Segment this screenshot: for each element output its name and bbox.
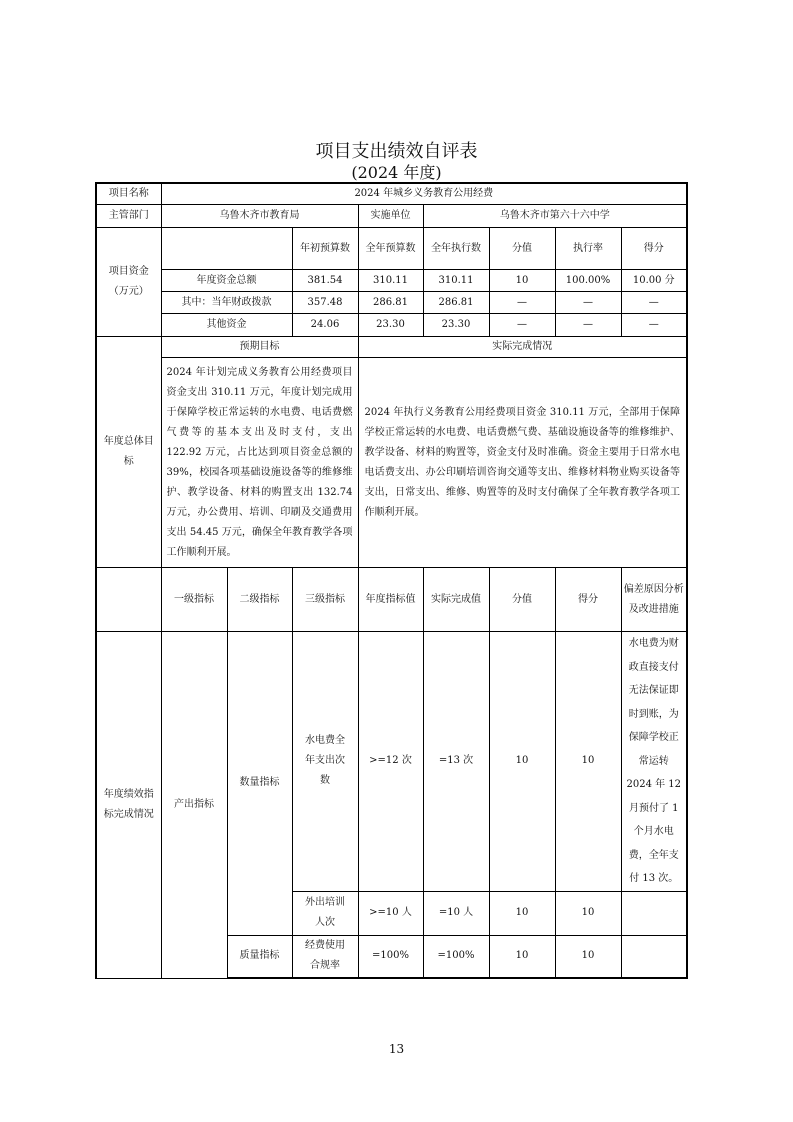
indicator-level1: 产出指标 bbox=[161, 632, 227, 979]
indicator-target: >=12 次 bbox=[358, 632, 423, 892]
indicator-note bbox=[621, 891, 687, 935]
funds-cell: 23.30 bbox=[358, 314, 423, 337]
project-name-label: 项目名称 bbox=[96, 183, 161, 205]
funds-cell: 23.30 bbox=[423, 314, 489, 337]
indicator-note bbox=[621, 935, 687, 978]
indicator-header: 实际完成值 bbox=[423, 568, 489, 632]
indicator-actual: =100% bbox=[423, 935, 489, 978]
funds-header: 全年执行数 bbox=[423, 228, 489, 270]
funds-section-label: 项目资金（万元） bbox=[96, 228, 161, 337]
goals-expected-text: 2024 年计划完成义务教育公用经费项目资金支出 310.11 万元，年度计划完成用于保障学校正常运转的水电费、电话费燃气费等的基本支出及时支付，支出 122.92 万元，占比达到项目资金总额的 39%，校园各项基础设施设备等的维修维护、教学设备、材料的购置支出 132.74 万元，办公费用、培训、印刷及交通费用支出 54.45 万元，确保全年教育教学各项工作顺利开展。 bbox=[161, 358, 358, 568]
indicator-header-blank bbox=[96, 568, 161, 632]
indicator-level2: 质量指标 bbox=[227, 935, 292, 978]
indicator-header: 得分 bbox=[555, 568, 621, 632]
funds-header-blank bbox=[161, 228, 292, 270]
goals-actual-text: 2024 年执行义务教育公用经费项目资金 310.11 万元，全部用于保障学校正常运转的水电费、电话费燃气费、基础设施设备等的维修维护、教学设备、材料的购置等，资金支付及时准确。资金主要用于日常水电电话费支出、办公印刷培训咨询交通等支出、维修材料物业购买设备等支出，日常支出、维修、购置等的及时支付确保了全年教育教学各项工作顺利开展。 bbox=[358, 358, 687, 568]
page-subtitle: (2024 年度) bbox=[351, 163, 442, 182]
impl-label: 实施单位 bbox=[358, 205, 423, 228]
performance-table bbox=[95, 182, 688, 979]
indicator-header: 年度指标值 bbox=[358, 568, 423, 632]
funds-cell: 310.11 bbox=[423, 270, 489, 292]
goals-actual-header: 实际完成情况 bbox=[358, 337, 687, 358]
indicator-header: 偏差原因分析及改进措施 bbox=[621, 568, 687, 632]
impl-value: 乌鲁木齐市第六十六中学 bbox=[423, 205, 687, 228]
funds-header: 年初预算数 bbox=[292, 228, 358, 270]
funds-cell: 357.48 bbox=[292, 292, 358, 314]
indicator-level2: 数量指标 bbox=[227, 632, 292, 936]
indicator-header: 分值 bbox=[489, 568, 555, 632]
funds-cell: — bbox=[555, 314, 621, 337]
funds-header: 分值 bbox=[489, 228, 555, 270]
indicator-header: 二级指标 bbox=[227, 568, 292, 632]
indicator-got: 10 bbox=[555, 632, 621, 892]
indicator-got: 10 bbox=[555, 935, 621, 978]
funds-cell: 100.00% bbox=[555, 270, 621, 292]
funds-cell: 310.11 bbox=[358, 270, 423, 292]
funds-cell: 10 bbox=[489, 270, 555, 292]
funds-header: 得分 bbox=[621, 228, 687, 270]
page-title: 项目支出绩效自评表 bbox=[315, 141, 478, 162]
funds-cell: — bbox=[621, 292, 687, 314]
project-name-value: 2024 年城乡义务教育公用经费 bbox=[161, 183, 687, 205]
funds-cell: 10.00 分 bbox=[621, 270, 687, 292]
funds-cell: 381.54 bbox=[292, 270, 358, 292]
funds-cell: — bbox=[555, 292, 621, 314]
indicator-target: >=10 人 bbox=[358, 891, 423, 935]
indicator-note: 水电费为财政直接支付无法保证即时到账，为保障学校正常运转 2024 年 12 月预付了 1 个月水电费，全年支付 13 次。 bbox=[621, 632, 687, 892]
dept-label: 主管部门 bbox=[96, 205, 161, 228]
indicator-section-label: 年度绩效指标完成情况 bbox=[96, 632, 161, 979]
indicator-got: 10 bbox=[555, 891, 621, 935]
funds-cell: 286.81 bbox=[358, 292, 423, 314]
funds-cell: 286.81 bbox=[423, 292, 489, 314]
dept-value: 乌鲁木齐市教育局 bbox=[161, 205, 358, 228]
indicator-actual: =10 人 bbox=[423, 891, 489, 935]
funds-row-label: 年度资金总额 bbox=[161, 270, 292, 292]
funds-header: 执行率 bbox=[555, 228, 621, 270]
indicator-header: 一级指标 bbox=[161, 568, 227, 632]
page-number: 13 bbox=[388, 1042, 405, 1056]
goals-section-label: 年度总体目标 bbox=[96, 337, 161, 568]
funds-cell: — bbox=[489, 314, 555, 337]
indicator-level3: 经费使用合规率 bbox=[292, 935, 358, 978]
funds-cell: — bbox=[489, 292, 555, 314]
funds-row-label: 其他资金 bbox=[161, 314, 292, 337]
funds-row-label: 其中：当年财政拨款 bbox=[161, 292, 292, 314]
funds-cell: 24.06 bbox=[292, 314, 358, 337]
indicator-score: 10 bbox=[489, 632, 555, 892]
indicator-header: 三级指标 bbox=[292, 568, 358, 632]
indicator-target: =100% bbox=[358, 935, 423, 978]
indicator-level3: 水电费全年支出次数 bbox=[292, 632, 358, 892]
indicator-score: 10 bbox=[489, 891, 555, 935]
indicator-level3: 外出培训人次 bbox=[292, 891, 358, 935]
funds-header: 全年预算数 bbox=[358, 228, 423, 270]
funds-cell: — bbox=[621, 314, 687, 337]
indicator-score: 10 bbox=[489, 935, 555, 978]
goals-expected-header: 预期目标 bbox=[161, 337, 358, 358]
indicator-actual: =13 次 bbox=[423, 632, 489, 892]
